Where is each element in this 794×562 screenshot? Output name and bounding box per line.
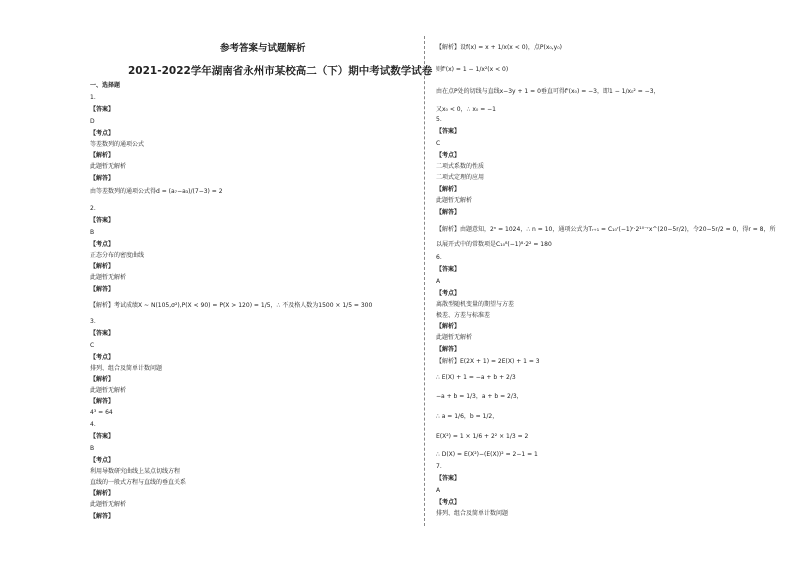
left-line: 【解答】 xyxy=(90,398,115,405)
left-line: 【考点】 xyxy=(90,354,115,361)
left-line: 【解析】 xyxy=(90,263,115,270)
left-line: 【考点】 xyxy=(90,130,115,137)
left-line: 利用导数研究曲线上某点切线方程 xyxy=(90,468,181,475)
left-line: 4. xyxy=(90,421,96,428)
left-line: B xyxy=(90,229,95,236)
left-line: 正态分布的密度曲线 xyxy=(90,252,145,259)
left-line: 【考点】 xyxy=(90,457,115,464)
right-line: 【答案】 xyxy=(436,475,461,482)
column-divider xyxy=(424,36,425,526)
right-line: 6. xyxy=(436,254,442,261)
left-line: 由等差数列的通项公式得d = (a₇−a₃)/(7−3) = 2 xyxy=(90,188,223,195)
left-line: 【解析】 xyxy=(90,490,115,497)
right-line: ∴ D(X) = E(X²)−(E(X))² = 2−1 = 1 xyxy=(436,451,538,458)
right-line: 又x₀ < 0，∴ x₀ = −1 xyxy=(436,106,496,113)
left-line: 2. xyxy=(90,205,96,212)
right-line: 【解答】 xyxy=(436,209,461,216)
right-line: 排列、组合及简单计数问题 xyxy=(436,510,509,517)
right-line: 离散型随机变量的期望与方差 xyxy=(436,301,515,308)
right-line: 【考点】 xyxy=(436,499,461,506)
left-line: 等差数列的通项公式 xyxy=(90,141,145,148)
left-line: 1. xyxy=(90,94,96,101)
right-line: 则f'(x) = 1 − 1/x²(x < 0) xyxy=(436,66,509,73)
left-line: 排列、组合及简单计数问题 xyxy=(90,365,163,372)
left-line: B xyxy=(90,445,95,452)
left-line: 【答案】 xyxy=(90,433,115,440)
left-line: 【解答】 xyxy=(90,513,115,520)
left-line: 【答案】 xyxy=(90,330,115,337)
left-line: 此题暂无解析 xyxy=(90,274,127,281)
right-line: 【解析】设f(x) = x + 1/x(x < 0)，点P(x₀,y₀) xyxy=(436,44,562,51)
right-line: 【答案】 xyxy=(436,266,461,273)
left-line: 此题暂无解析 xyxy=(90,501,127,508)
right-line: A xyxy=(436,487,441,494)
doc-title: 参考答案与试题解析 xyxy=(220,43,306,54)
right-line: 【解析】 xyxy=(436,323,461,330)
right-line: 【答案】 xyxy=(436,128,461,135)
left-line: 4³ = 64 xyxy=(90,409,113,416)
right-line: 7. xyxy=(436,463,442,470)
left-line: 3. xyxy=(90,318,96,325)
right-line: 【解析】由题意知，2ⁿ = 1024，∴ n = 10，通项公式为Tᵣ₊₁ = C₁₀ʳ(−1)ʳ·2¹⁰⁻ʳx^(20−5r/2)，令20−5r/2 = 0，得r = 8，所 xyxy=(436,226,776,233)
left-line: 直线的一般式方程与直线的垂直关系 xyxy=(90,479,187,486)
right-line: C xyxy=(436,140,441,147)
right-line: E(X²) = 1 × 1/6 + 2² × 1/3 = 2 xyxy=(436,433,529,440)
right-line: ∴ E(X) + 1 = −a + b + 2/3 xyxy=(436,374,516,381)
right-line: −a + b = 1/3，a + b = 2/3， xyxy=(436,393,523,400)
right-line: ∴ a = 1/6，b = 1/2， xyxy=(436,413,499,420)
right-line: 极差、方差与标准差 xyxy=(436,312,491,319)
doc-subtitle: 2021-2022学年湖南省永州市某校高二（下）期中考试数学试卷 xyxy=(128,65,433,77)
left-line: 一、选择题 xyxy=(90,82,121,89)
right-line: 此题暂无解析 xyxy=(436,197,473,204)
right-line: 二项式系数的性质 xyxy=(436,163,485,170)
left-line: D xyxy=(90,118,95,125)
right-line: 5. xyxy=(436,116,442,123)
left-line: 【解答】 xyxy=(90,286,115,293)
right-line: 【解答】 xyxy=(436,346,461,353)
left-line: 【考点】 xyxy=(90,241,115,248)
right-line: 由在点P处的切线与直线x−3y + 1 = 0垂直可得f'(x₀) = −3，即1 − 1/x₀² = −3， xyxy=(436,88,660,95)
left-line: C xyxy=(90,342,95,349)
right-line: 以展开式中的常数项是C₁₀⁸(−1)⁸·2² = 180 xyxy=(436,241,552,248)
left-line: 【答案】 xyxy=(90,217,115,224)
left-line: 【解析】考试成绩X ~ N(105,σ²),P(X < 90) = P(X > 120) = 1/5，∴ 不及格人数为1500 × 1/5 = 300 xyxy=(90,302,373,309)
left-line: 此题暂无解析 xyxy=(90,387,127,394)
right-line: 二项式定理的应用 xyxy=(436,174,485,181)
left-line: 【解答】 xyxy=(90,175,115,182)
right-line: A xyxy=(436,278,441,285)
right-line: 【解析】E(2X + 1) = 2E(X) + 1 = 3 xyxy=(436,358,540,365)
left-line: 【解析】 xyxy=(90,376,115,383)
right-line: 此题暂无解析 xyxy=(436,334,473,341)
right-line: 【解析】 xyxy=(436,186,461,193)
left-line: 【答案】 xyxy=(90,106,115,113)
left-line: 此题暂无解析 xyxy=(90,163,127,170)
right-line: 【考点】 xyxy=(436,290,461,297)
right-line: 【考点】 xyxy=(436,152,461,159)
left-line: 【解析】 xyxy=(90,152,115,159)
